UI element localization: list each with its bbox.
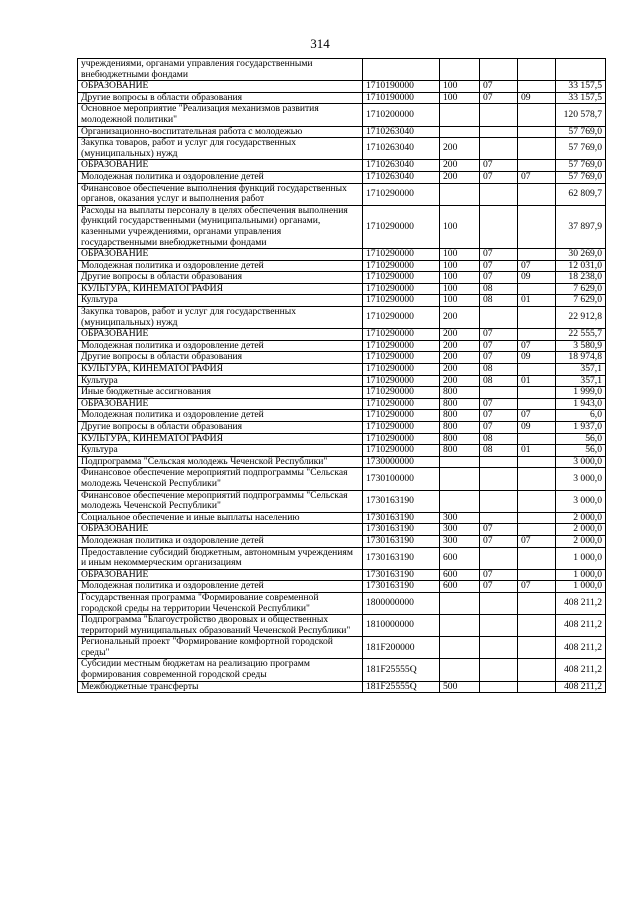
row-name-cell: Другие вопросы в области образования xyxy=(78,352,363,364)
table-row xyxy=(78,456,606,468)
row-name-cell: ОБРАЗОВАНИЕ xyxy=(78,249,363,261)
row-name-cell: Социальное обеспечение и иные выплаты населению xyxy=(78,512,363,524)
row-amount-cell: 357,1 xyxy=(556,375,606,387)
table-row xyxy=(78,375,606,387)
row-amount-cell: 7 629,0 xyxy=(556,283,606,295)
row-expense-type-cell: 200 xyxy=(440,352,480,364)
row-subsection-cell xyxy=(518,547,556,569)
row-name-cell: Молодежная политика и оздоровление детей xyxy=(78,340,363,352)
row-code-cell: 1710263040 xyxy=(363,138,440,160)
row-expense-type-cell: 200 xyxy=(440,340,480,352)
row-section-cell: 07 xyxy=(480,171,518,183)
row-name-cell: Культура xyxy=(78,445,363,457)
row-subsection-cell xyxy=(518,456,556,468)
row-code-cell: 1710290000 xyxy=(363,387,440,399)
row-name-cell: ОБРАЗОВАНИЕ xyxy=(78,569,363,581)
row-name-cell: Молодежная политика и оздоровление детей xyxy=(78,410,363,422)
row-section-cell: 07 xyxy=(480,581,518,593)
row-expense-type-cell: 800 xyxy=(440,422,480,434)
row-expense-type-cell: 200 xyxy=(440,307,480,329)
row-subsection-cell xyxy=(518,433,556,445)
row-amount-cell: 3 000,0 xyxy=(556,468,606,490)
row-code-cell: 181F200000 xyxy=(363,637,440,659)
row-code-cell: 1710290000 xyxy=(363,375,440,387)
row-code-cell: 1710263040 xyxy=(363,126,440,138)
row-expense-type-cell xyxy=(440,468,480,490)
row-subsection-cell: 07 xyxy=(518,581,556,593)
row-section-cell: 07 xyxy=(480,524,518,536)
table-row xyxy=(78,59,606,81)
row-code-cell: 1730163190 xyxy=(363,569,440,581)
table-row xyxy=(78,468,606,490)
row-amount-cell: 408 211,2 xyxy=(556,659,606,681)
row-subsection-cell xyxy=(518,283,556,295)
table-row xyxy=(78,490,606,512)
row-code-cell: 1710290000 xyxy=(363,410,440,422)
row-expense-type-cell xyxy=(440,659,480,681)
row-expense-type-cell: 200 xyxy=(440,138,480,160)
row-section-cell: 07 xyxy=(480,81,518,93)
row-amount-cell: 2 000,0 xyxy=(556,512,606,524)
row-expense-type-cell: 800 xyxy=(440,445,480,457)
row-amount-cell: 1 000,0 xyxy=(556,581,606,593)
row-name-cell: КУЛЬТУРА, КИНЕМАТОГРАФИЯ xyxy=(78,433,363,445)
row-expense-type-cell: 100 xyxy=(440,92,480,104)
row-section-cell xyxy=(480,615,518,637)
table-row xyxy=(78,205,606,248)
row-subsection-cell xyxy=(518,398,556,410)
row-subsection-cell: 01 xyxy=(518,375,556,387)
row-subsection-cell xyxy=(518,126,556,138)
row-section-cell: 07 xyxy=(480,329,518,341)
row-amount-cell: 120 578,7 xyxy=(556,104,606,126)
table-row xyxy=(78,422,606,434)
row-amount-cell: 62 809,7 xyxy=(556,183,606,205)
row-section-cell xyxy=(480,681,518,693)
row-expense-type-cell: 300 xyxy=(440,512,480,524)
row-section-cell xyxy=(480,592,518,614)
table-row xyxy=(78,249,606,261)
budget-table-body xyxy=(78,59,606,693)
row-subsection-cell: 07 xyxy=(518,410,556,422)
row-name-cell: ОБРАЗОВАНИЕ xyxy=(78,329,363,341)
row-code-cell: 1810000000 xyxy=(363,615,440,637)
row-expense-type-cell: 200 xyxy=(440,171,480,183)
row-code-cell: 1710190000 xyxy=(363,81,440,93)
table-row xyxy=(78,81,606,93)
row-code-cell: 1710290000 xyxy=(363,260,440,272)
row-section-cell: 07 xyxy=(480,569,518,581)
row-amount-cell: 57 769,0 xyxy=(556,171,606,183)
table-row xyxy=(78,329,606,341)
row-subsection-cell xyxy=(518,468,556,490)
row-name-cell: ОБРАЗОВАНИЕ xyxy=(78,398,363,410)
row-expense-type-cell: 100 xyxy=(440,272,480,284)
row-expense-type-cell: 300 xyxy=(440,535,480,547)
row-section-cell xyxy=(480,490,518,512)
table-row xyxy=(78,524,606,536)
row-section-cell: 08 xyxy=(480,375,518,387)
table-row xyxy=(78,171,606,183)
row-amount-cell: 2 000,0 xyxy=(556,524,606,536)
row-amount-cell: 408 211,2 xyxy=(556,681,606,693)
table-row xyxy=(78,340,606,352)
row-expense-type-cell: 100 xyxy=(440,205,480,248)
row-section-cell: 08 xyxy=(480,364,518,376)
row-name-cell: Иные бюджетные ассигнования xyxy=(78,387,363,399)
row-code-cell: 1730163190 xyxy=(363,524,440,536)
table-row xyxy=(78,433,606,445)
row-amount-cell xyxy=(556,59,606,81)
row-code-cell: 181F25555Q xyxy=(363,681,440,693)
row-amount-cell: 22 555,7 xyxy=(556,329,606,341)
row-amount-cell: 30 269,0 xyxy=(556,249,606,261)
row-subsection-cell xyxy=(518,615,556,637)
row-subsection-cell xyxy=(518,59,556,81)
table-row xyxy=(78,637,606,659)
row-expense-type-cell: 100 xyxy=(440,81,480,93)
row-expense-type-cell: 200 xyxy=(440,329,480,341)
table-row xyxy=(78,445,606,457)
row-section-cell xyxy=(480,138,518,160)
row-code-cell: 1710290000 xyxy=(363,340,440,352)
row-amount-cell: 6,0 xyxy=(556,410,606,422)
table-row xyxy=(78,547,606,569)
row-expense-type-cell xyxy=(440,59,480,81)
row-amount-cell: 33 157,5 xyxy=(556,92,606,104)
row-code-cell xyxy=(363,59,440,81)
row-section-cell xyxy=(480,659,518,681)
row-amount-cell: 408 211,2 xyxy=(556,637,606,659)
row-amount-cell: 33 157,5 xyxy=(556,81,606,93)
row-name-cell: КУЛЬТУРА, КИНЕМАТОГРАФИЯ xyxy=(78,364,363,376)
row-expense-type-cell: 100 xyxy=(440,295,480,307)
row-code-cell: 1710290000 xyxy=(363,329,440,341)
table-row xyxy=(78,364,606,376)
row-expense-type-cell: 800 xyxy=(440,398,480,410)
table-row xyxy=(78,592,606,614)
row-subsection-cell xyxy=(518,387,556,399)
row-section-cell: 07 xyxy=(480,260,518,272)
row-code-cell: 1730163190 xyxy=(363,512,440,524)
table-row xyxy=(78,272,606,284)
row-expense-type-cell: 800 xyxy=(440,410,480,422)
row-name-cell: Организационно-воспитательная работа с молодежью xyxy=(78,126,363,138)
row-amount-cell: 56,0 xyxy=(556,445,606,457)
table-row xyxy=(78,104,606,126)
row-amount-cell: 18 238,0 xyxy=(556,272,606,284)
table-row xyxy=(78,92,606,104)
row-amount-cell: 408 211,2 xyxy=(556,592,606,614)
row-expense-type-cell: 100 xyxy=(440,249,480,261)
row-subsection-cell xyxy=(518,681,556,693)
row-section-cell: 07 xyxy=(480,422,518,434)
row-name-cell: Другие вопросы в области образования xyxy=(78,272,363,284)
row-code-cell: 1710263040 xyxy=(363,160,440,172)
row-amount-cell: 1 000,0 xyxy=(556,569,606,581)
row-subsection-cell: 07 xyxy=(518,260,556,272)
row-code-cell: 1730163190 xyxy=(363,547,440,569)
table-row xyxy=(78,352,606,364)
row-subsection-cell xyxy=(518,364,556,376)
row-section-cell: 07 xyxy=(480,92,518,104)
table-row xyxy=(78,569,606,581)
row-subsection-cell xyxy=(518,249,556,261)
table-row xyxy=(78,387,606,399)
row-expense-type-cell: 500 xyxy=(440,681,480,693)
row-amount-cell: 57 769,0 xyxy=(556,126,606,138)
row-expense-type-cell: 200 xyxy=(440,375,480,387)
row-amount-cell: 1 943,0 xyxy=(556,398,606,410)
row-amount-cell: 22 912,8 xyxy=(556,307,606,329)
row-name-cell: Основное мероприятие "Реализация механизмов развития молодежной политики" xyxy=(78,104,363,126)
row-subsection-cell: 09 xyxy=(518,92,556,104)
row-code-cell: 1710290000 xyxy=(363,307,440,329)
table-row xyxy=(78,138,606,160)
row-section-cell: 07 xyxy=(480,272,518,284)
row-name-cell: Закупка товаров, работ и услуг для государственных (муниципальных) нужд xyxy=(78,307,363,329)
table-row xyxy=(78,295,606,307)
row-subsection-cell xyxy=(518,659,556,681)
row-section-cell xyxy=(480,547,518,569)
row-expense-type-cell: 600 xyxy=(440,569,480,581)
page-number: 314 xyxy=(310,36,330,51)
row-section-cell xyxy=(480,205,518,248)
row-name-cell: Межбюджетные трансферты xyxy=(78,681,363,693)
row-code-cell: 1730163190 xyxy=(363,581,440,593)
table-row xyxy=(78,126,606,138)
row-name-cell: Государственная программа "Формирование современной городской среды на территории Чеченской Республики" xyxy=(78,592,363,614)
row-amount-cell: 12 031,0 xyxy=(556,260,606,272)
row-subsection-cell xyxy=(518,329,556,341)
row-expense-type-cell: 300 xyxy=(440,524,480,536)
row-subsection-cell xyxy=(518,569,556,581)
row-amount-cell: 57 769,0 xyxy=(556,138,606,160)
row-section-cell: 08 xyxy=(480,433,518,445)
row-code-cell: 1710290000 xyxy=(363,295,440,307)
row-name-cell: Молодежная политика и оздоровление детей xyxy=(78,535,363,547)
row-name-cell: Молодежная политика и оздоровление детей xyxy=(78,171,363,183)
row-expense-type-cell xyxy=(440,615,480,637)
row-expense-type-cell xyxy=(440,104,480,126)
row-subsection-cell xyxy=(518,205,556,248)
table-row xyxy=(78,535,606,547)
row-amount-cell: 1 999,0 xyxy=(556,387,606,399)
row-expense-type-cell: 600 xyxy=(440,581,480,593)
row-name-cell: ОБРАЗОВАНИЕ xyxy=(78,160,363,172)
row-subsection-cell: 01 xyxy=(518,295,556,307)
row-section-cell xyxy=(480,512,518,524)
row-section-cell xyxy=(480,456,518,468)
row-expense-type-cell: 600 xyxy=(440,547,480,569)
row-name-cell: КУЛЬТУРА, КИНЕМАТОГРАФИЯ xyxy=(78,283,363,295)
table-row xyxy=(78,681,606,693)
row-expense-type-cell xyxy=(440,126,480,138)
row-section-cell xyxy=(480,637,518,659)
row-code-cell: 1710290000 xyxy=(363,433,440,445)
row-code-cell: 1710290000 xyxy=(363,283,440,295)
row-section-cell xyxy=(480,183,518,205)
budget-table xyxy=(77,58,606,693)
row-section-cell: 07 xyxy=(480,535,518,547)
table-row xyxy=(78,410,606,422)
row-code-cell: 1710290000 xyxy=(363,364,440,376)
row-section-cell: 07 xyxy=(480,340,518,352)
row-subsection-cell xyxy=(518,637,556,659)
row-amount-cell: 56,0 xyxy=(556,433,606,445)
row-name-cell: Молодежная политика и оздоровление детей xyxy=(78,260,363,272)
table-row xyxy=(78,615,606,637)
row-subsection-cell xyxy=(518,524,556,536)
row-amount-cell: 18 974,8 xyxy=(556,352,606,364)
row-name-cell: Финансовое обеспечение мероприятий подпрограммы "Сельская молодежь Чеченской Республики" xyxy=(78,468,363,490)
row-subsection-cell xyxy=(518,104,556,126)
row-amount-cell: 37 897,9 xyxy=(556,205,606,248)
table-row xyxy=(78,283,606,295)
row-subsection-cell: 09 xyxy=(518,352,556,364)
row-expense-type-cell: 100 xyxy=(440,283,480,295)
row-amount-cell: 3 000,0 xyxy=(556,490,606,512)
row-subsection-cell xyxy=(518,490,556,512)
row-code-cell: 1710290000 xyxy=(363,272,440,284)
row-subsection-cell: 07 xyxy=(518,340,556,352)
row-amount-cell: 57 769,0 xyxy=(556,160,606,172)
table-row xyxy=(78,398,606,410)
row-subsection-cell xyxy=(518,307,556,329)
row-subsection-cell xyxy=(518,81,556,93)
row-name-cell: Другие вопросы в области образования xyxy=(78,422,363,434)
row-section-cell: 08 xyxy=(480,445,518,457)
row-code-cell: 1730100000 xyxy=(363,468,440,490)
row-section-cell: 07 xyxy=(480,249,518,261)
row-section-cell xyxy=(480,104,518,126)
row-code-cell: 1710290000 xyxy=(363,249,440,261)
row-name-cell: Расходы на выплаты персоналу в целях обеспечения выполнения функций государственными (муниципальными) органами, казенными учреждениями, органами управления государственными внебюджетными фондами xyxy=(78,205,363,248)
table-row xyxy=(78,260,606,272)
row-amount-cell: 3 000,0 xyxy=(556,456,606,468)
row-expense-type-cell: 800 xyxy=(440,387,480,399)
row-code-cell: 1710290000 xyxy=(363,398,440,410)
row-code-cell: 1710190000 xyxy=(363,92,440,104)
row-code-cell: 1710290000 xyxy=(363,183,440,205)
row-name-cell: Предоставление субсидий бюджетным, автономным учреждениям и иным некоммерческим организациям xyxy=(78,547,363,569)
table-row xyxy=(78,307,606,329)
row-name-cell: Закупка товаров, работ и услуг для государственных (муниципальных) нужд xyxy=(78,138,363,160)
row-code-cell: 1800000000 xyxy=(363,592,440,614)
row-amount-cell: 1 000,0 xyxy=(556,547,606,569)
table-row xyxy=(78,160,606,172)
row-amount-cell: 3 580,9 xyxy=(556,340,606,352)
row-code-cell: 1710290000 xyxy=(363,445,440,457)
row-expense-type-cell xyxy=(440,592,480,614)
row-code-cell: 1710290000 xyxy=(363,422,440,434)
row-expense-type-cell xyxy=(440,637,480,659)
row-name-cell: Подпрограмма "Благоустройство дворовых и общественных территорий муниципальных образований Чеченской Республики" xyxy=(78,615,363,637)
row-name-cell: ОБРАЗОВАНИЕ xyxy=(78,524,363,536)
row-subsection-cell xyxy=(518,138,556,160)
row-subsection-cell xyxy=(518,592,556,614)
row-section-cell: 08 xyxy=(480,295,518,307)
row-section-cell xyxy=(480,387,518,399)
table-row xyxy=(78,659,606,681)
row-expense-type-cell: 200 xyxy=(440,364,480,376)
row-name-cell: Другие вопросы в области образования xyxy=(78,92,363,104)
row-subsection-cell: 07 xyxy=(518,171,556,183)
row-code-cell: 181F25555Q xyxy=(363,659,440,681)
row-code-cell: 1710290000 xyxy=(363,352,440,364)
row-section-cell: 07 xyxy=(480,352,518,364)
row-name-cell: Подпрограмма "Сельская молодежь Чеченской Республики" xyxy=(78,456,363,468)
row-amount-cell: 1 937,0 xyxy=(556,422,606,434)
table-row xyxy=(78,183,606,205)
row-code-cell: 1730000000 xyxy=(363,456,440,468)
row-section-cell: 07 xyxy=(480,160,518,172)
row-section-cell: 07 xyxy=(480,398,518,410)
row-name-cell: Субсидии местным бюджетам на реализацию программ формирования современной городской среды xyxy=(78,659,363,681)
row-name-cell: Финансовое обеспечение мероприятий подпрограммы "Сельская молодежь Чеченской Республики" xyxy=(78,490,363,512)
row-section-cell xyxy=(480,468,518,490)
row-amount-cell: 2 000,0 xyxy=(556,535,606,547)
row-section-cell xyxy=(480,126,518,138)
row-code-cell: 1710290000 xyxy=(363,205,440,248)
row-code-cell: 1730163190 xyxy=(363,535,440,547)
row-name-cell: учреждениями, органами управления государственными внебюджетными фондами xyxy=(78,59,363,81)
row-subsection-cell xyxy=(518,183,556,205)
row-section-cell xyxy=(480,59,518,81)
row-name-cell: ОБРАЗОВАНИЕ xyxy=(78,81,363,93)
row-section-cell: 07 xyxy=(480,410,518,422)
row-expense-type-cell xyxy=(440,490,480,512)
row-amount-cell: 357,1 xyxy=(556,364,606,376)
row-name-cell: Культура xyxy=(78,295,363,307)
row-subsection-cell: 01 xyxy=(518,445,556,457)
table-row xyxy=(78,512,606,524)
row-subsection-cell: 09 xyxy=(518,272,556,284)
row-expense-type-cell xyxy=(440,456,480,468)
row-expense-type-cell xyxy=(440,183,480,205)
row-name-cell: Молодежная политика и оздоровление детей xyxy=(78,581,363,593)
row-amount-cell: 408 211,2 xyxy=(556,615,606,637)
row-subsection-cell xyxy=(518,512,556,524)
row-code-cell: 1710200000 xyxy=(363,104,440,126)
row-amount-cell: 7 629,0 xyxy=(556,295,606,307)
row-expense-type-cell: 800 xyxy=(440,433,480,445)
row-name-cell: Региональный проект "Формирование комфортной городской среды" xyxy=(78,637,363,659)
row-code-cell: 1710263040 xyxy=(363,171,440,183)
row-name-cell: Финансовое обеспечение выполнения функций государственных органов, оказания услуг и выполнения работ xyxy=(78,183,363,205)
row-section-cell xyxy=(480,307,518,329)
row-expense-type-cell: 200 xyxy=(440,160,480,172)
row-subsection-cell xyxy=(518,160,556,172)
row-code-cell: 1730163190 xyxy=(363,490,440,512)
row-section-cell: 08 xyxy=(480,283,518,295)
row-name-cell: Культура xyxy=(78,375,363,387)
table-row xyxy=(78,581,606,593)
row-subsection-cell: 09 xyxy=(518,422,556,434)
row-expense-type-cell: 100 xyxy=(440,260,480,272)
row-subsection-cell: 07 xyxy=(518,535,556,547)
